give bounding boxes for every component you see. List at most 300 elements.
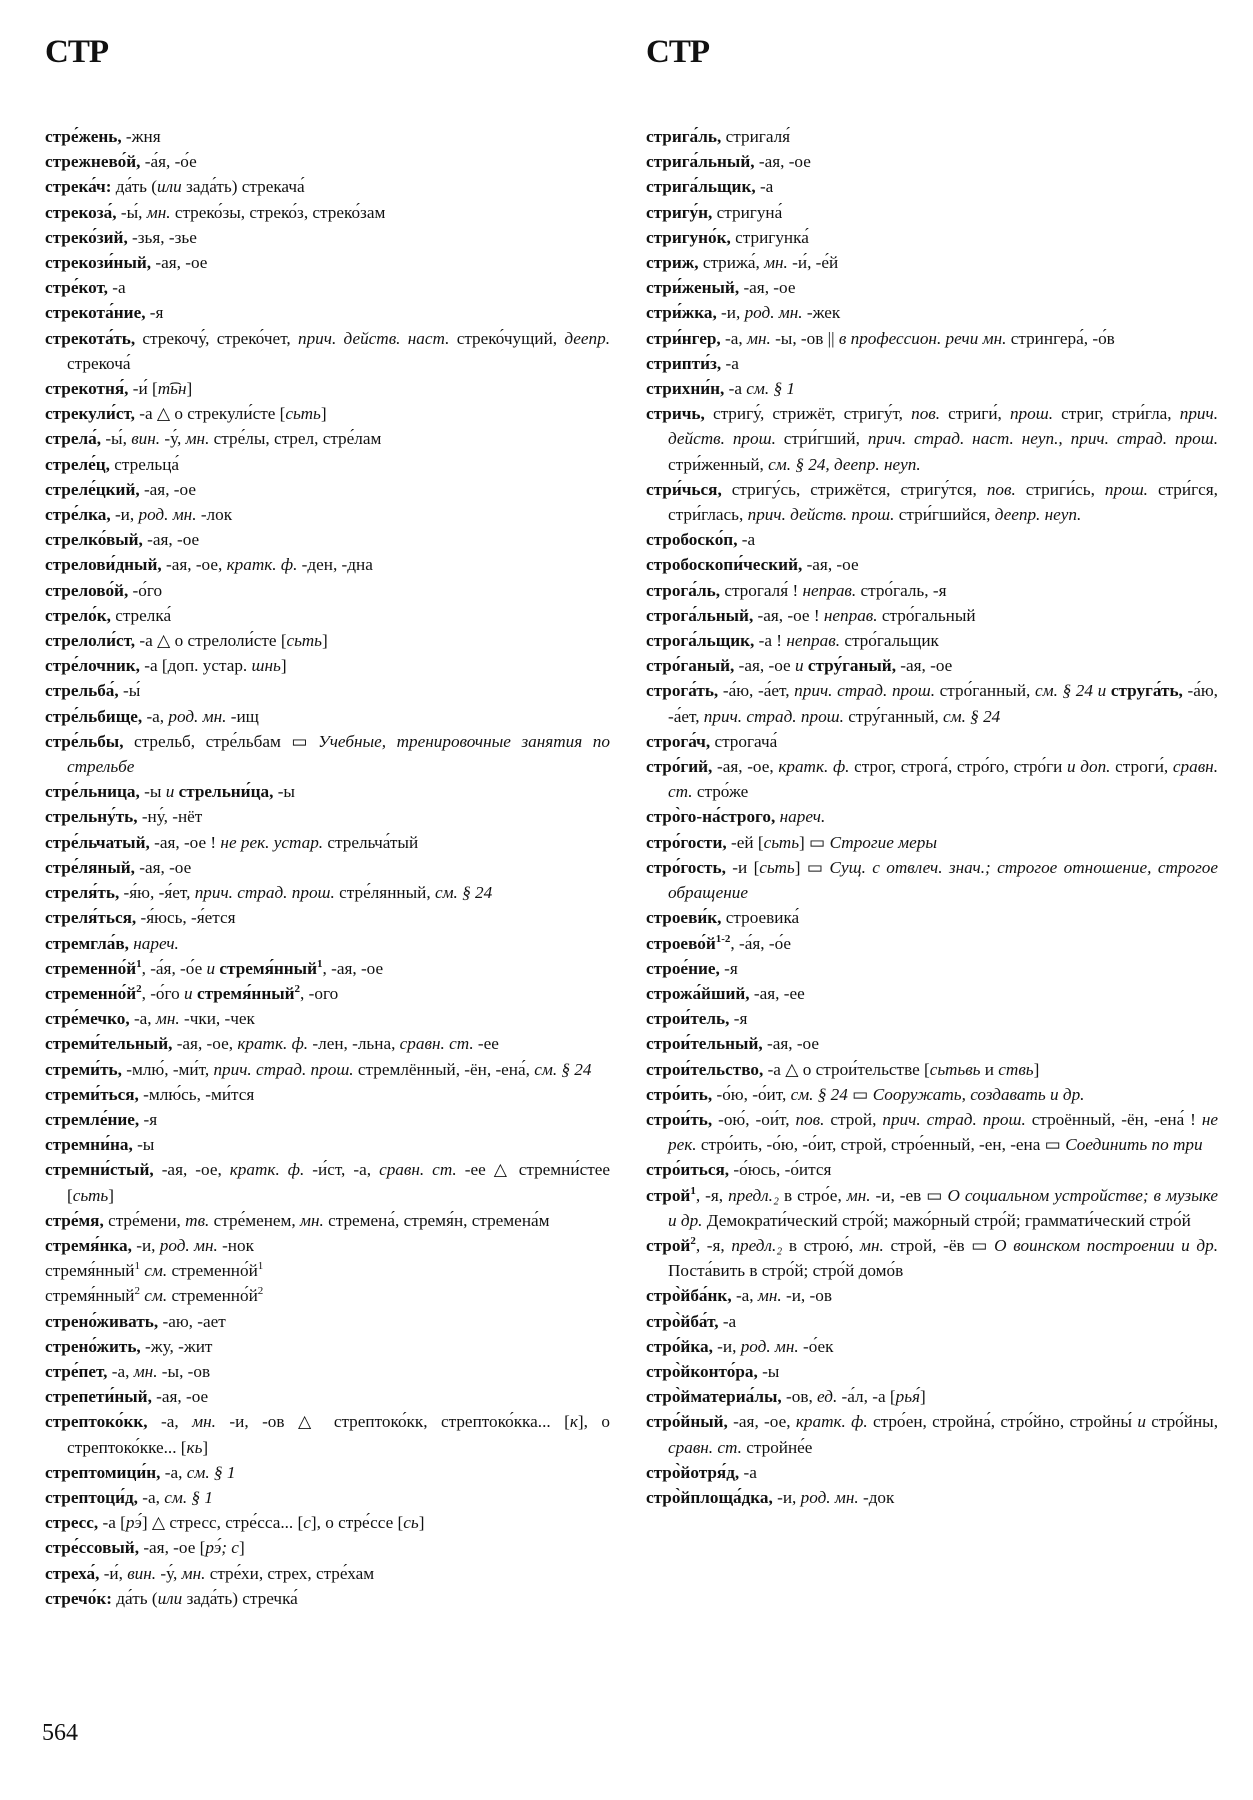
- dictionary-entry: [45, 678, 610, 703]
- dictionary-entry: [45, 931, 610, 956]
- entry-text: 1: [690, 1184, 696, 1197]
- dictionary-entry: [646, 401, 1218, 477]
- entry-text: -и́ст, -а,: [304, 1160, 380, 1180]
- grammar-note: не рек.: [668, 1109, 1218, 1155]
- entry-text: стрельб, стре́льбам ▭: [123, 731, 319, 751]
- entry-text: -а́я, -о́е: [140, 152, 197, 172]
- headword: стрипти́з,: [646, 353, 722, 373]
- grammar-note: к: [569, 1412, 578, 1432]
- entry-text: стре́лы, стрел, стре́лам: [209, 429, 382, 449]
- grammar-note: сравн. ст.: [399, 1034, 474, 1054]
- entry-text: стригу́сь, стрижётся, стригу́тся,: [721, 479, 987, 499]
- entry-text: -и́ [: [128, 379, 158, 399]
- headword: стро́йка,: [646, 1336, 713, 1356]
- dictionary-entry: [646, 351, 1218, 376]
- entry-text: ] ▭: [794, 857, 830, 877]
- headword: стро́ганый,: [646, 656, 735, 676]
- grammar-note: нареч.: [779, 807, 826, 827]
- dictionary-entry: [45, 603, 610, 628]
- grammar-note: рья́: [895, 1387, 920, 1407]
- entry-text: -ая, -ое !: [753, 605, 824, 625]
- grammar-note: ствь: [998, 1059, 1034, 1079]
- entry-text: стре́хи, стрех, стре́хам: [205, 1563, 375, 1583]
- headword: стри́жка,: [646, 303, 717, 323]
- dictionary-entry: [45, 1561, 610, 1586]
- dictionary-entry: [646, 1460, 1218, 1485]
- headword: стре́пет,: [45, 1361, 108, 1381]
- grammar-note: мн.: [133, 1361, 158, 1381]
- dictionary-entry: [45, 628, 610, 653]
- entry-text: -а: [718, 1311, 737, 1331]
- headword: стрежнево́й,: [45, 152, 141, 172]
- dictionary-entry: [646, 754, 1218, 804]
- entry-text: -ая, -ое,: [727, 1412, 796, 1432]
- entry-text: -ов,: [781, 1387, 818, 1407]
- entry-text: , -ого: [300, 983, 339, 1003]
- dictionary-entry: [45, 200, 610, 225]
- entry-text: -а,: [731, 1286, 758, 1306]
- headword: стрекота́ть,: [45, 328, 136, 348]
- dictionary-entry: [45, 552, 610, 577]
- headword: стреле́цкий,: [45, 479, 140, 499]
- headword: стри́женый,: [646, 278, 740, 298]
- headword: стрига́льный,: [646, 152, 755, 172]
- headword: стрено́жить,: [45, 1336, 141, 1356]
- entry-text: строгаля́ !: [720, 580, 803, 600]
- dictionary-entry: [45, 1309, 610, 1334]
- headword: стремя́нка,: [45, 1235, 132, 1255]
- dictionary-entry: [45, 1107, 610, 1132]
- headword: стро̀йматериа́лы,: [646, 1387, 782, 1407]
- entry-text: стрижа́,: [698, 253, 765, 273]
- entry-text: -ей [: [726, 832, 764, 852]
- entry-text: ]: [920, 1387, 926, 1407]
- entry-text: стро́ить, -о́ю, -о́ит, строй, стро́енный, -ен, -ена ▭: [696, 1135, 1066, 1155]
- grammar-note: тв.: [185, 1210, 210, 1230]
- entry-text: -ая, -ое [: [139, 1538, 206, 1558]
- entry-text: -ою́, -ои́т,: [712, 1109, 796, 1129]
- headword: стро̀йотря́д,: [646, 1462, 740, 1482]
- entry-text: -ая, -ое: [739, 278, 796, 298]
- grammar-note: сьть: [286, 631, 323, 651]
- entry-text: -ая, -ое: [139, 479, 196, 499]
- grammar-note: кь: [186, 1437, 203, 1457]
- entry-text: стремена́, стремя́н, стремена́м: [323, 1210, 550, 1230]
- entry-text: стру́ганный,: [843, 706, 943, 726]
- headword: стре́льбы,: [45, 731, 124, 751]
- entry-text: -ну́, -нёт: [137, 807, 203, 827]
- grammar-note: деепр. неуп.: [994, 505, 1082, 525]
- entry-text: ]: [202, 1437, 209, 1457]
- headword: стри́нгер,: [646, 328, 721, 348]
- grammar-note: прич. страд. наст. неуп., прич. страд. прош.: [867, 429, 1218, 449]
- grammar-note: нареч.: [133, 933, 179, 953]
- grammar-note: род. мн.: [800, 1487, 859, 1507]
- entry-text: стрекочу́, стреко́чет,: [135, 328, 298, 348]
- dictionary-entry: [45, 1233, 610, 1258]
- entry-text: -а [доп. устар.: [139, 656, 252, 676]
- grammar-note: и: [206, 958, 216, 978]
- headword: стременно́й: [45, 958, 137, 978]
- entry-text: ]: [280, 656, 287, 676]
- left-entry-list: [45, 124, 610, 1611]
- dictionary-entry: [45, 855, 610, 880]
- entry-text: -ы: [757, 1361, 780, 1381]
- grammar-note: Сооружать, создавать и др.: [872, 1084, 1085, 1104]
- entry-text: строгача́: [710, 731, 778, 751]
- entry-text: -ая, -ое,: [172, 1034, 238, 1054]
- entry-text: строевика́: [721, 908, 800, 928]
- entry-text: стре́менем,: [209, 1210, 300, 1230]
- dictionary-entry: [646, 855, 1218, 905]
- headword: стро̀йплоща́дка,: [646, 1487, 773, 1507]
- entry-text: -а,: [129, 1009, 156, 1029]
- running-head-left: СТР: [45, 34, 108, 70]
- headword: стрекотня́,: [45, 379, 129, 399]
- entry-text: стрелка́: [110, 605, 172, 625]
- dictionary-entry: [45, 1031, 610, 1056]
- dictionary-entry: [646, 1006, 1218, 1031]
- headword: строга́льщик,: [646, 631, 755, 651]
- headword: стрельну́ть,: [45, 807, 138, 827]
- dictionary-entry: [646, 830, 1218, 855]
- entry-text: стременно́й: [167, 1261, 258, 1281]
- entry-text: -а: [724, 379, 747, 399]
- dictionary-entry: [646, 1485, 1218, 1510]
- dictionary-entry: [45, 1157, 610, 1207]
- entry-text: -и́, -е́й: [787, 253, 839, 273]
- entry-text: -лок: [196, 505, 233, 525]
- entry-text: -ден, -дна: [297, 555, 373, 575]
- entry-text: в строю́,: [782, 1235, 860, 1255]
- dictionary-entry: [45, 1384, 610, 1409]
- headword: строи́тель,: [646, 1009, 730, 1029]
- grammar-note: сь: [403, 1513, 419, 1533]
- dictionary-entry: [646, 1309, 1218, 1334]
- grammar-note: сьть: [72, 1185, 109, 1205]
- grammar-note: род. мн.: [138, 505, 197, 525]
- headword: строеви́к,: [646, 908, 722, 928]
- dictionary-entry: [45, 452, 610, 477]
- entry-text: -ы, -ов ||: [770, 328, 839, 348]
- grammar-note: сравн. ст.: [668, 757, 1218, 802]
- headword: стрела́,: [45, 429, 102, 449]
- dictionary-entry: [45, 804, 610, 829]
- entry-text: -а́л, -а [: [837, 1387, 896, 1407]
- entry-text: -ая, -ее: [749, 983, 805, 1003]
- dictionary-entry: [646, 931, 1218, 956]
- headword: стрелови́дный,: [45, 555, 162, 575]
- dictionary-entry: [45, 1057, 610, 1082]
- dictionary-entry: [45, 502, 610, 527]
- grammar-note: сьть: [763, 832, 800, 852]
- entry-text: -а: [737, 530, 756, 550]
- grammar-note: сьтьвь: [929, 1059, 981, 1079]
- dictionary-entry: [45, 1409, 610, 1459]
- dictionary-entry: [646, 376, 1218, 401]
- entry-text: 1: [257, 1260, 264, 1273]
- dictionary-entry: [45, 981, 610, 1006]
- headword: стрелко́вый,: [45, 530, 143, 550]
- entry-text: ]: [1033, 1059, 1040, 1079]
- entry-text: стригуна́: [712, 202, 783, 222]
- grammar-note: О воинском построении и др.: [994, 1235, 1218, 1255]
- entry-text: стри́гшийся,: [894, 505, 995, 525]
- dictionary-entry: [45, 830, 610, 855]
- entry-text: -и,: [131, 1235, 160, 1255]
- headword: строево́й: [646, 933, 716, 953]
- headword: стреко́зий,: [45, 227, 128, 247]
- entry-text: стро́ганный,: [935, 681, 1035, 701]
- headword: стричь,: [646, 404, 705, 424]
- entry-text: стрельча́тый: [323, 832, 419, 852]
- entry-text: ]: [320, 404, 327, 424]
- entry-text: да́ть (: [111, 1588, 158, 1608]
- headword: стре́лочник,: [45, 656, 140, 676]
- grammar-note: род. мн.: [744, 303, 803, 323]
- entry-text: -нок: [217, 1235, 254, 1255]
- dictionary-entry: [45, 527, 610, 552]
- entry-text: -о́го: [128, 580, 163, 600]
- dictionary-entry: [45, 704, 610, 729]
- entry-text: -ы́: [118, 681, 141, 701]
- entry-text: -и,: [716, 303, 745, 323]
- grammar-note: и: [1137, 1412, 1146, 1432]
- entry-text: -я́юсь, -я́ется: [136, 908, 236, 928]
- headword: стрига́ль,: [646, 127, 722, 146]
- left-column: [45, 30, 610, 1611]
- dictionary-entry: [646, 1233, 1218, 1283]
- grammar-note: вин.: [127, 1563, 157, 1583]
- grammar-note: мн.: [746, 328, 771, 348]
- grammar-note: и: [165, 782, 175, 802]
- headword: стро́гости,: [646, 832, 727, 852]
- dictionary-entry: [45, 1510, 610, 1535]
- dictionary-entry: [646, 981, 1218, 1006]
- entry-text: строги́,: [1110, 757, 1173, 777]
- entry-text: -ая, -ое: [762, 1034, 819, 1054]
- dictionary-entry: [646, 250, 1218, 275]
- entry-text: и: [980, 1059, 999, 1079]
- grammar-note: не рек. устар.: [220, 832, 324, 852]
- dictionary-entry: [45, 1535, 610, 1560]
- grammar-note: прич. страд. прош.: [882, 1109, 1026, 1129]
- grammar-note: деепр.: [564, 328, 610, 348]
- entry-text: стрельца́: [109, 454, 180, 474]
- right-entry-list: [646, 124, 1218, 1510]
- grammar-note: сравн. ст.: [668, 1437, 742, 1457]
- headword: строжа́йший,: [646, 983, 750, 1003]
- dictionary-entry: [45, 1283, 610, 1308]
- headword: стремя́нный: [219, 958, 318, 978]
- entry-text: -а: [739, 1462, 757, 1482]
- entry-text: 2: [136, 982, 142, 995]
- dictionary-entry: [646, 1183, 1218, 1233]
- grammar-note: см. § 24: [434, 883, 493, 903]
- headword: стре́мя,: [45, 1210, 104, 1230]
- entry-text: стремлённый, -ён, -ена́,: [353, 1059, 535, 1079]
- grammar-note: и: [794, 656, 804, 676]
- entry-text: строённый, -ён, -ена́ !: [1025, 1109, 1202, 1129]
- entry-text: -зья, -зье: [127, 227, 197, 247]
- entry-text: -а △ о стрекули́сте [: [134, 404, 286, 424]
- headword: стро̀йба́нк,: [646, 1286, 732, 1306]
- grammar-note: кратк. ф.: [795, 1412, 868, 1432]
- headword: стру́ганый,: [807, 656, 896, 676]
- dictionary-entry: [646, 729, 1218, 754]
- headword: стро̀го-на́строго,: [646, 807, 776, 827]
- headword: стре́лка,: [45, 505, 111, 525]
- entry-text: -аю, -ает: [158, 1311, 226, 1331]
- headword: стрига́льщик,: [646, 177, 756, 197]
- grammar-note: сравн. ст.: [379, 1160, 457, 1180]
- dictionary-entry: [45, 376, 610, 401]
- grammar-note: мн.: [757, 1286, 782, 1306]
- grammar-note: О социальном устройстве; в музыке и др.: [668, 1185, 1218, 1230]
- entry-text: -ы: [273, 782, 295, 802]
- entry-text: -я: [729, 1009, 748, 1029]
- entry-text: стро́йны,: [1145, 1412, 1219, 1432]
- headword: стре́льница,: [45, 782, 140, 802]
- headword: стро́иться,: [646, 1160, 730, 1180]
- dictionary-entry: [646, 1157, 1218, 1182]
- entry-text: ]: [418, 1513, 425, 1533]
- dictionary-entry: [646, 678, 1218, 728]
- grammar-note: мн.: [300, 1210, 324, 1230]
- headword: стро́йный,: [646, 1412, 728, 1432]
- entry-text: , -я,: [695, 1235, 732, 1255]
- entry-text: -и́,: [99, 1563, 128, 1583]
- grammar-note: см. § 24: [790, 1084, 848, 1104]
- grammar-note: шнь: [251, 656, 281, 676]
- grammar-note: Строгие меры: [829, 832, 937, 852]
- grammar-note: мн.: [181, 1563, 206, 1583]
- dictionary-entry: [45, 174, 610, 199]
- entry-text: -ая, -ое: [142, 530, 200, 550]
- grammar-note: и доп.: [1067, 757, 1111, 777]
- grammar-note: кратк. ф.: [237, 1034, 309, 1054]
- grammar-note: рэ́; с: [205, 1538, 239, 1558]
- headword: стро̀йконто́ра,: [646, 1361, 758, 1381]
- dictionary-entry: [646, 552, 1218, 577]
- dictionary-entry: [45, 426, 610, 451]
- entry-text: стройне́е: [741, 1437, 813, 1457]
- entry-text: -жня: [121, 127, 161, 146]
- headword: стрелово́й,: [45, 580, 129, 600]
- entry-text: 1: [136, 957, 142, 970]
- entry-text: ], о стрептоко́кке... [: [67, 1412, 610, 1457]
- headword: стречо́к:: [45, 1588, 112, 1608]
- grammar-note: прич. страд. прош.: [194, 883, 335, 903]
- dictionary-entry: [45, 1460, 610, 1485]
- entry-text: ], о стре́ссе [: [310, 1513, 404, 1533]
- entry-text: -ая, -ое: [151, 1387, 209, 1407]
- grammar-note: вин.: [131, 429, 161, 449]
- dictionary-entry: [646, 578, 1218, 603]
- grammar-note: см. § 1: [164, 1487, 213, 1507]
- dictionary-entry: [646, 200, 1218, 225]
- headword: стремни́стый,: [45, 1160, 154, 1180]
- headword: строга́ть,: [646, 681, 719, 701]
- entry-text: -ая, -ое !: [149, 832, 221, 852]
- entry-text: стрекоча́: [67, 353, 131, 373]
- headword: струга́ть,: [1110, 681, 1183, 701]
- grammar-note: прич. страд. прош.: [794, 681, 936, 701]
- entry-text: 2: [690, 1234, 696, 1247]
- entry-text: -а́ю, -а́ет,: [718, 681, 795, 701]
- entry-text: -и,: [712, 1336, 741, 1356]
- dictionary-entry: [646, 149, 1218, 174]
- grammar-note: род. мн.: [159, 1235, 218, 1255]
- entry-text: -ее: [473, 1034, 499, 1054]
- entry-text: зада́ть) стречка́: [182, 1588, 298, 1608]
- entry-text: -ая, -ое: [802, 555, 859, 575]
- grammar-note: с: [303, 1513, 311, 1533]
- grammar-note: прич. действ. прош.: [747, 505, 895, 525]
- entry-text: строй, -ёв ▭: [883, 1235, 995, 1255]
- headword: стре́ссовый,: [45, 1538, 140, 1558]
- entry-text: -ая, -ое: [134, 857, 192, 877]
- entry-text: стригунка́: [730, 227, 809, 247]
- entry-text: стре́лянный,: [334, 883, 435, 903]
- grammar-note: см. § 24: [534, 1059, 592, 1079]
- entry-text: -а,: [107, 1361, 134, 1381]
- grammar-note: в профессион. речи мн.: [838, 328, 1007, 348]
- entry-text: стригаля́: [721, 127, 791, 146]
- dictionary-entry: [45, 779, 610, 804]
- entry-text: стрингера́, -о́в: [1006, 328, 1115, 348]
- headword: стрекози́ный,: [45, 253, 152, 273]
- entry-text: , -о́го: [141, 983, 185, 1003]
- headword: стресс,: [45, 1513, 99, 1533]
- dictionary-entry: [646, 300, 1218, 325]
- entry-text: -ая, -ое,: [712, 757, 779, 777]
- grammar-note: см. § 24 и: [1034, 681, 1107, 701]
- headword: стрепети́ный,: [45, 1387, 152, 1407]
- dictionary-entry: [45, 225, 610, 250]
- entry-text: стреко́чущий,: [449, 328, 565, 348]
- entry-text: -о́ек: [798, 1336, 834, 1356]
- entry-text: 1-2: [715, 932, 731, 945]
- dictionary-entry: [45, 149, 610, 174]
- headword: стро́гость,: [646, 857, 726, 877]
- dictionary-entry: [45, 1208, 610, 1233]
- entry-text: стриги́сь,: [1015, 479, 1105, 499]
- headword: стрептоко́кк,: [45, 1412, 148, 1432]
- entry-text: зада́ть) стрекача́: [181, 177, 305, 197]
- entry-text: -а: [721, 353, 739, 373]
- dictionary-entry: [45, 1334, 610, 1359]
- dictionary-entry: [646, 1334, 1218, 1359]
- dictionary-entry: [45, 1258, 610, 1283]
- entry-text: ]: [108, 1185, 114, 1205]
- entry-text: -ищ: [226, 706, 259, 726]
- entry-text: ] △ стресс, стре́сса... [: [141, 1513, 304, 1533]
- dictionary-entry: [646, 1031, 1218, 1056]
- entry-text: стриги́,: [940, 404, 1010, 424]
- entry-text: стри́гший,: [775, 429, 868, 449]
- headword: стрелоли́ст,: [45, 631, 136, 651]
- entry-text: -и, -ов △ стрептоко́кк, стрептоко́кка... [: [215, 1412, 570, 1432]
- grammar-note: прич. действ. прош.: [668, 404, 1218, 449]
- entry-text: -жек: [802, 303, 841, 323]
- entry-text: , -а́я, -о́е: [730, 933, 792, 953]
- headword: стреля́ть,: [45, 883, 120, 903]
- entry-text: стро́ен, стройна́, стро́йно, стройны́: [867, 1412, 1138, 1432]
- entry-text: -я: [719, 958, 738, 978]
- entry-text: -док: [858, 1487, 895, 1507]
- headword: стремле́ние,: [45, 1109, 140, 1129]
